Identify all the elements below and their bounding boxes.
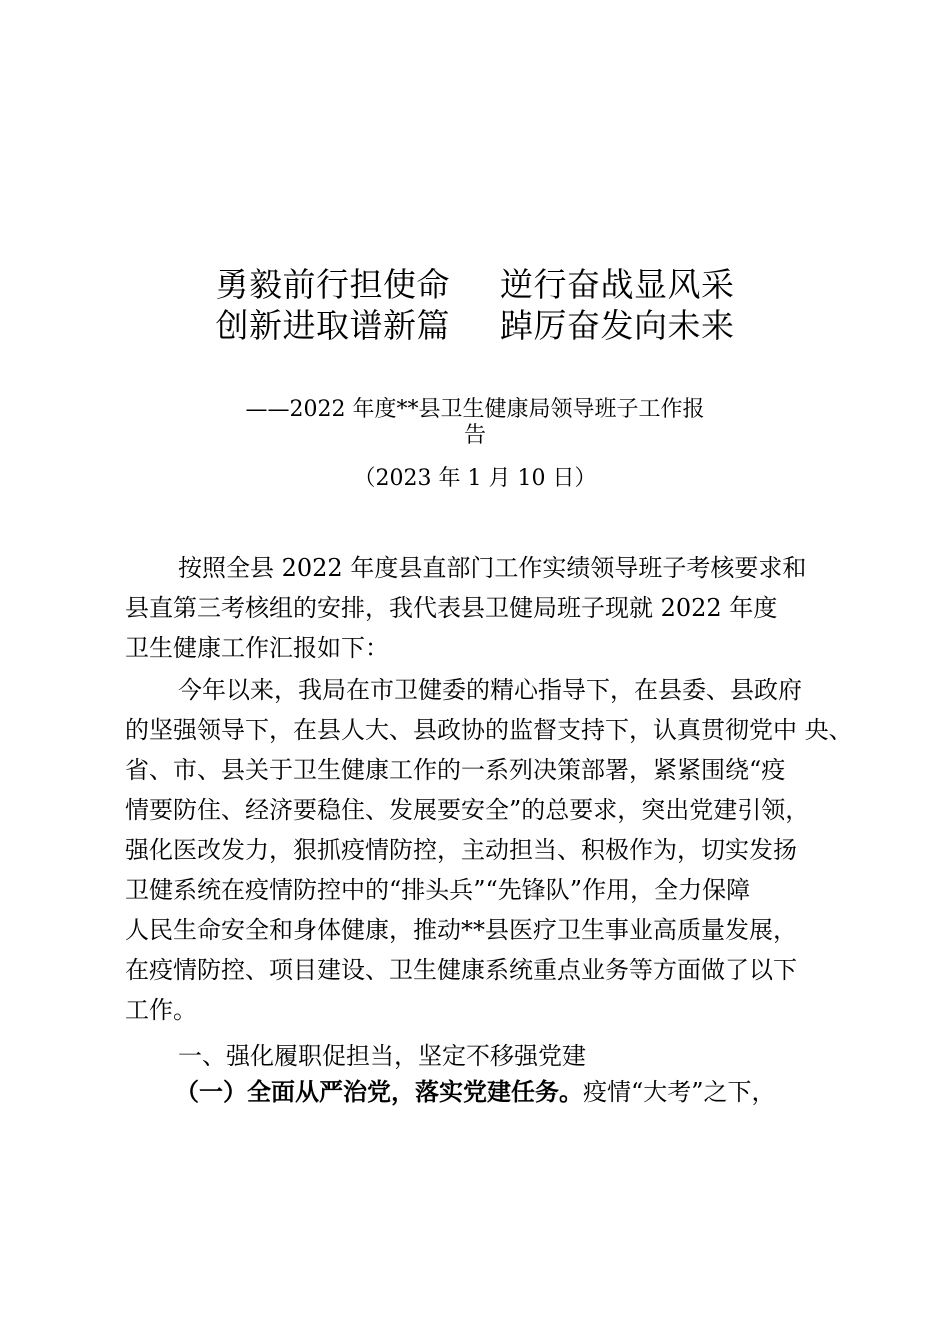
paragraph-2-line-6: 卫健系统在疫情防控中的“排头兵”“先锋队”作用，全力保障 — [125, 876, 751, 904]
paragraph-2-line-5: 强化医改发力，狠抓疫情防控，主动担当、积极作为，切实发扬 — [125, 836, 797, 864]
paragraph-1-line-2: 县直第三考核组的安排，我代表县卫健局班子现就 2022 年度 — [125, 594, 778, 622]
title-line-1-left: 勇毅前行担使命 — [215, 265, 450, 304]
subsection-1-line — [125, 1072, 895, 1112]
title-line-1 — [0, 265, 950, 305]
title-line-2-left: 创新进取谱新篇 — [215, 306, 450, 345]
paragraph-1-line-1: 按照全县 2022 年度县直部门工作实绩领导班子考核要求和 — [178, 554, 807, 582]
subsection-1-text: 疫情“大考”之下， — [583, 1078, 776, 1106]
paragraph-2-line-2: 的坚强领导下，在县人大、县政协的监督支持下，认真贯彻党中 央、 — [125, 716, 853, 744]
title-line-1-right: 逆行奋战显风采 — [500, 265, 735, 304]
subtitle-line-2: 告 — [463, 423, 486, 448]
paragraph-2-line-8: 在疫情防控、项目建设、卫生健康系统重点业务等方面做了以下 — [125, 956, 797, 984]
title-line-2 — [0, 306, 950, 346]
section-1-heading: 一、强化履职促担当，坚定不移强党建 — [178, 1042, 586, 1070]
subsection-1-title: （一）全面从严治党，落实党建任务。 — [175, 1078, 583, 1106]
paragraph-2-line-9: 工作。 — [125, 996, 197, 1024]
paragraph-2-line-1: 今年以来，我局在市卫健委的精心指导下，在县委、县政府 — [178, 676, 802, 704]
paragraph-2-line-3: 省、市、县关于卫生健康工作的一系列决策部署，紧紧围绕“疫 — [125, 756, 786, 784]
title-line-2-right: 踔厉奋发向未来 — [500, 306, 735, 345]
report-date: （2023 年 1 月 10 日） — [353, 466, 597, 491]
paragraph-2-line-7: 人民生命安全和身体健康，推动**县医疗卫生事业高质量发展， — [125, 916, 797, 944]
subtitle-line-1: ——2022 年度**县卫生健康局领导班子工作报 — [245, 397, 705, 422]
paragraph-2-line-4: 情要防住、经济要稳住、发展要安全”的总要求，突出党建引领， — [125, 796, 810, 824]
paragraph-1-line-3: 卫生健康工作汇报如下： — [125, 634, 389, 662]
